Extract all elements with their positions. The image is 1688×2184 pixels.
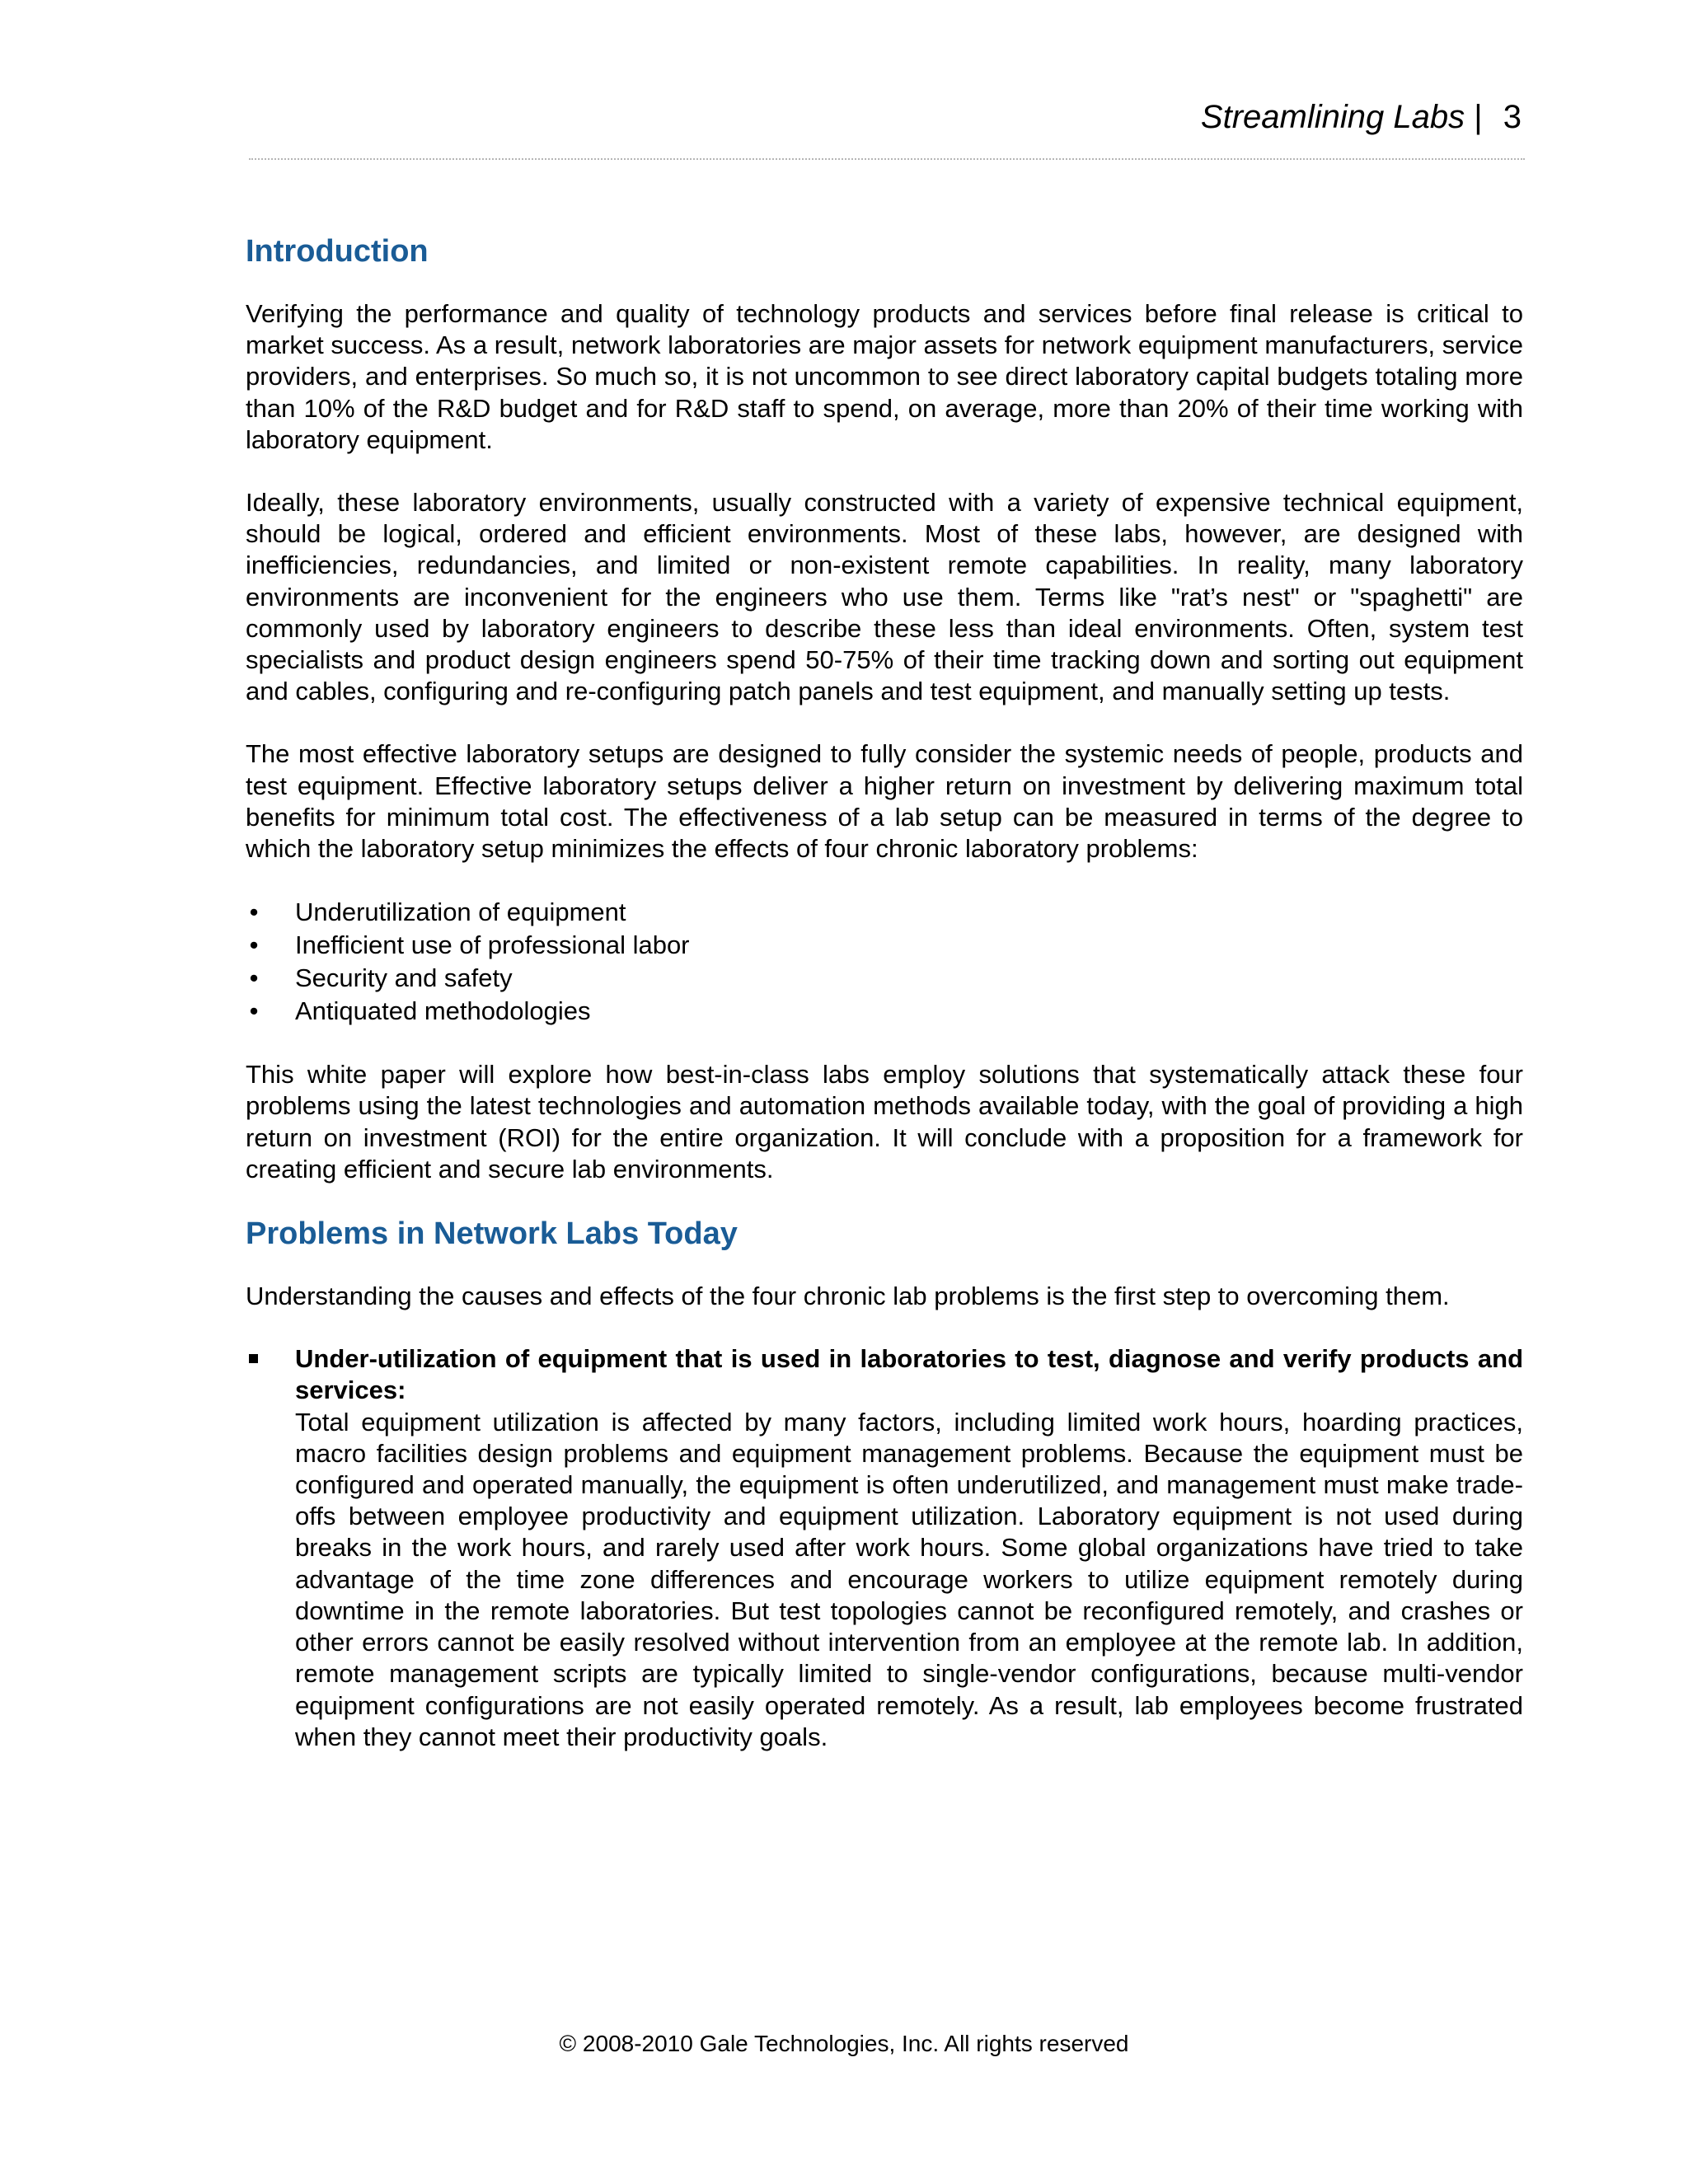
page-content: [246, 232, 1523, 1753]
list-item: • Underutilization of equipment: [246, 896, 1523, 929]
chronic-problems-list: [246, 896, 1523, 1028]
list-item: • Security and safety: [246, 962, 1523, 995]
intro-paragraph-3: The most effective laboratory setups are designed to fully consider the systemic needs of people, products and test equipment. Effective laboratory setups deliver a higher return on investment by delivering maximum total benefits for minimum total cost. The effectiveness of a lab setup can be measured in terms of the degree to which the laboratory setup minimizes the effects of four chronic laboratory problems:: [246, 739, 1523, 864]
footer-copyright: © 2008-2010 Gale Technologies, Inc. All rights reserved: [559, 2031, 1129, 2056]
intro-closing-paragraph: This white paper will explore how best-in-class labs employ solutions that systematically attack these four problems using the latest technologies and automation methods available today, with the goal of providing a high return on investment (ROI) for the entire organization. It will conclude with a proposition for a framework for creating efficient and secure lab environments.: [246, 1060, 1523, 1183]
problem-item-underutilization: [246, 1343, 1523, 1753]
problem-item-title: Under-utilization of equipment that is used in laboratories to test, diagnose and verify products and services:: [295, 1344, 1523, 1405]
bullet-icon: •: [249, 996, 259, 1026]
bullet-icon: •: [249, 898, 259, 927]
heading-problems: Problems in Network Labs Today: [246, 1216, 738, 1252]
header-title: Streamlining Labs: [1200, 99, 1465, 135]
bullet-icon: •: [249, 963, 259, 993]
running-header: [1201, 97, 1522, 137]
heading-introduction: Introduction: [246, 234, 429, 269]
header-separator: |: [1474, 99, 1483, 135]
page-number: 3: [1503, 99, 1522, 135]
problem-item-body: Total equipment utilization is affected by many factors, including limited work hours, hoarding practices, macro facilities design problems and equipment management problems. Because the equipment must be configured and operated manually, the equipment is often underutilized, and management must make trade-offs between employee productivity and equipment utilization. Laboratory equipment is not used during breaks in the work hours, and rarely used after work hours. Some global organizations have tried to take advantage of the time zone differences and encourage workers to utilize equipment remotely during downtime in the remote laboratories. But test topologies cannot be reconfigured remotely, and crashes or other errors cannot be easily resolved without intervention from an employee at the remote lab. In addition, remote management scripts are typically limited to single-vendor configurations, because multi-vendor equipment configurations are not easily operated remotely. As a result, lab employees become frustrated when they cannot meet their productivity goals.: [295, 1407, 1523, 1751]
list-item: • Antiquated methodologies: [246, 995, 1523, 1028]
square-bullet-icon: [249, 1354, 258, 1363]
bullet-icon: •: [249, 930, 259, 960]
header-rule: [249, 158, 1525, 160]
problems-intro-paragraph: Understanding the causes and effects of the four chronic lab problems is the first step to overcoming them.: [246, 1282, 1450, 1311]
intro-paragraph-2: Ideally, these laboratory environments, usually constructed with a variety of expensive technical equipment, should be logical, ordered and efficient environments. Most of these labs, however, are designed with inefficiencies, redundancies, and limited or non-existent remote capabilities. In reality, many laboratory environments are inconvenient for the engineers who use them. Terms like "rat’s nest" or "spaghetti" are commonly used by laboratory engineers to describe these less than ideal environments. Often, system test specialists and product design engineers spend 50-75% of their time tracking down and sorting out equipment and cables, configuring and re-configuring patch panels and test equipment, and manually setting up tests.: [246, 488, 1523, 706]
list-item: • Inefficient use of professional labor: [246, 929, 1523, 962]
intro-paragraph-1: Verifying the performance and quality of technology products and services before final release is critical to market success. As a result, network laboratories are major assets for network equipment manufacturers, service providers, and enterprises. So much so, it is not uncommon to see direct laboratory capital budgets totaling more than 10% of the R&D budget and for R&D staff to spend, on average, more than 20% of their time working with laboratory equipment.: [246, 299, 1523, 454]
